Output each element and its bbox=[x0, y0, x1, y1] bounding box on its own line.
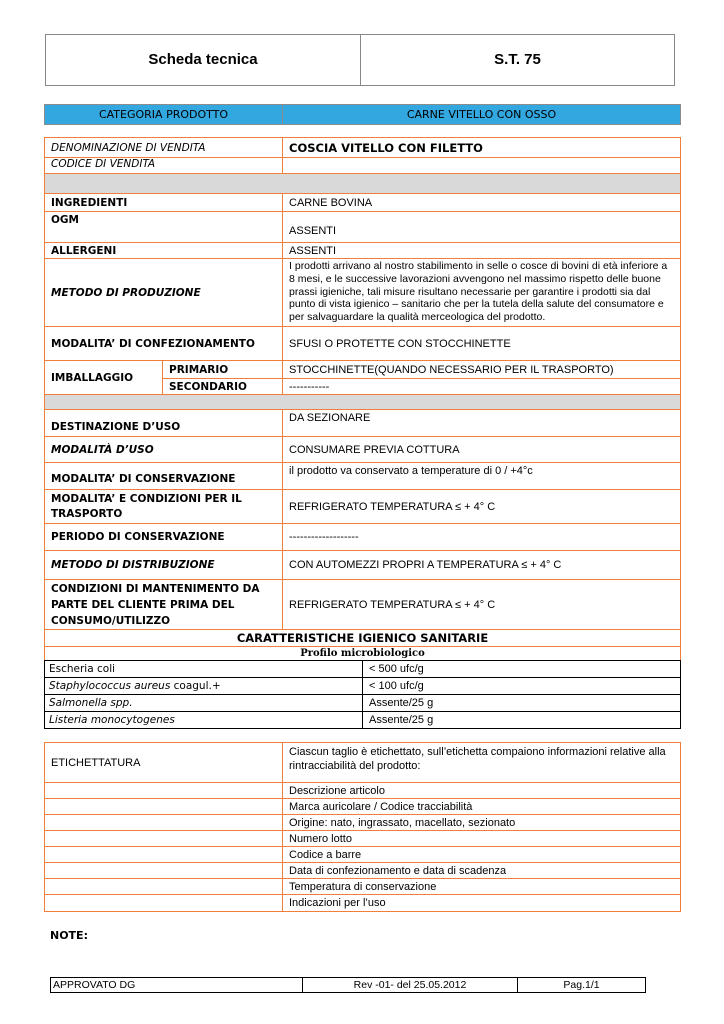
igienico-title: CARATTERISTICHE IGIENICO SANITARIE bbox=[45, 630, 681, 647]
micro-name: Staphylococcus aureus bbox=[49, 680, 171, 692]
header-box bbox=[45, 34, 675, 86]
labeling-item: Origine: nato, ingrassato, macellato, sezionato bbox=[283, 815, 681, 831]
trasporto-value: REFRIGERATO TEMPERATURA ≤ + 4° C bbox=[283, 490, 681, 524]
labeling-row bbox=[45, 895, 681, 912]
labeling-item: Data di confezionamento e data di scadenza bbox=[283, 863, 681, 879]
primario-label: PRIMARIO bbox=[163, 361, 283, 379]
imballaggio-label: IMBALLAGGIO bbox=[45, 361, 163, 395]
ingredienti-value: CARNE BOVINA bbox=[283, 194, 681, 212]
confezionamento-label: MODALITA’ DI CONFEZIONAMENTO bbox=[45, 327, 283, 361]
labeling-intro: Ciascun taglio è etichettato, sull’etichetta compaiono informazioni relative alla rintracciabilità del prodotto: bbox=[283, 743, 681, 783]
distribuzione-label: METODO DI DISTRIBUZIONE bbox=[45, 551, 283, 580]
footer-page: Pag.1/1 bbox=[518, 978, 646, 993]
micro-value: < 100 ufc/g bbox=[363, 678, 681, 695]
document-code: S.T. 75 bbox=[494, 51, 541, 68]
category-value: CARNE VITELLO CON OSSO bbox=[283, 105, 681, 125]
micro-name: Salmonella spp. bbox=[49, 697, 133, 709]
labeling-row bbox=[45, 799, 681, 815]
ogm-label: OGM bbox=[45, 212, 283, 243]
confezionamento-value: SFUSI O PROTETTE CON STOCCHINETTE bbox=[283, 327, 681, 361]
modalita-uso-label: MODALITÀ D’USO bbox=[45, 437, 283, 463]
allergeni-value: ASSENTI bbox=[283, 243, 681, 259]
profilo-title: Profilo microbiologico bbox=[45, 647, 681, 661]
conservazione-label: MODALITA’ DI CONSERVAZIONE bbox=[45, 463, 283, 490]
labeling-row bbox=[45, 863, 681, 879]
micro-row bbox=[45, 695, 681, 712]
micro-name: Listeria monocytogenes bbox=[49, 714, 175, 726]
micro-table bbox=[44, 660, 681, 729]
labeling-item: Temperatura di conservazione bbox=[283, 879, 681, 895]
ingredienti-label: INGREDIENTI bbox=[45, 194, 283, 212]
category-label: CATEGORIA PRODOTTO bbox=[45, 105, 283, 125]
labeling-row bbox=[45, 847, 681, 863]
codice-label: CODICE DI VENDITA bbox=[45, 158, 283, 174]
denominazione-value: COSCIA VITELLO CON FILETTO bbox=[283, 138, 681, 158]
secondario-label: SECONDARIO bbox=[163, 379, 283, 395]
mantenimento-label: CONDIZIONI DI MANTENIMENTO DA PARTE DEL CLIENTE PRIMA DEL CONSUMO/UTILIZZO bbox=[45, 580, 283, 630]
footer-approved: APPROVATO DG bbox=[51, 978, 303, 993]
destinazione-value: DA SEZIONARE bbox=[283, 410, 681, 437]
micro-name: Escheria coli bbox=[49, 663, 116, 675]
labeling-item: Indicazioni per l’uso bbox=[283, 895, 681, 912]
spacer-row bbox=[45, 395, 681, 410]
periodo-value: ------------------- bbox=[283, 524, 681, 551]
modalita-uso-value: CONSUMARE PREVIA COTTURA bbox=[283, 437, 681, 463]
micro-row bbox=[45, 661, 681, 678]
allergeni-label: ALLERGENI bbox=[45, 243, 283, 259]
labeling-table bbox=[44, 742, 681, 912]
conservazione-value: il prodotto va conservato a temperature di 0 / +4°c bbox=[283, 463, 681, 490]
trasporto-label: MODALITA’ E CONDIZIONI PER IL TRASPORTO bbox=[45, 490, 283, 524]
document-title: Scheda tecnica bbox=[148, 51, 258, 68]
labeling-row bbox=[45, 831, 681, 847]
labeling-item: Marca auricolare / Codice tracciabilità bbox=[283, 799, 681, 815]
category-table bbox=[44, 104, 681, 125]
labeling-item: Numero lotto bbox=[283, 831, 681, 847]
footer-revision: Rev -01- del 25.05.2012 bbox=[303, 978, 518, 993]
micro-value: Assente/25 g bbox=[363, 712, 681, 729]
footer-table bbox=[50, 977, 646, 993]
labeling-row bbox=[45, 783, 681, 799]
codice-value bbox=[283, 158, 681, 174]
spacer-row bbox=[45, 174, 681, 194]
ogm-value: ASSENTI bbox=[283, 212, 681, 243]
primario-value: STOCCHINETTE(QUANDO NECESSARIO PER IL TRASPORTO) bbox=[283, 361, 681, 379]
distribuzione-value: CON AUTOMEZZI PROPRI A TEMPERATURA ≤ + 4° C bbox=[283, 551, 681, 580]
denominazione-label: DENOMINAZIONE DI VENDITA bbox=[45, 138, 283, 158]
micro-row bbox=[45, 712, 681, 729]
labeling-row bbox=[45, 815, 681, 831]
labeling-row bbox=[45, 879, 681, 895]
destinazione-label: DESTINAZIONE D’USO bbox=[45, 410, 283, 437]
periodo-label: PERIODO DI CONSERVAZIONE bbox=[45, 524, 283, 551]
product-table bbox=[44, 137, 681, 661]
note-label: NOTE: bbox=[50, 929, 88, 942]
labeling-item: Descrizione articolo bbox=[283, 783, 681, 799]
secondario-value: ----------- bbox=[283, 379, 681, 395]
mantenimento-value: REFRIGERATO TEMPERATURA ≤ + 4° C bbox=[283, 580, 681, 630]
metodo-label: METODO DI PRODUZIONE bbox=[45, 259, 283, 327]
metodo-value: I prodotti arrivano al nostro stabilimento in selle o cosce di bovini di età inferiore a 8 mesi, e le successive lavorazioni avvengono nel massimo rispetto delle buone prassi igieniche, tali misure risultano necessarie per garantire i prodotti sia dal punto di vista igienico – sanitario che per la tutela della salute del consumatore e per salvaguardare la qualità merceologica del prodotto. bbox=[283, 259, 681, 327]
micro-value: Assente/25 g bbox=[363, 695, 681, 712]
micro-row: Staphylococcus aureus coagul.+ < 100 ufc/g bbox=[45, 678, 681, 695]
labeling-item: Codice a barre bbox=[283, 847, 681, 863]
labeling-label: ETICHETTATURA bbox=[45, 743, 283, 783]
micro-value: < 500 ufc/g bbox=[363, 661, 681, 678]
